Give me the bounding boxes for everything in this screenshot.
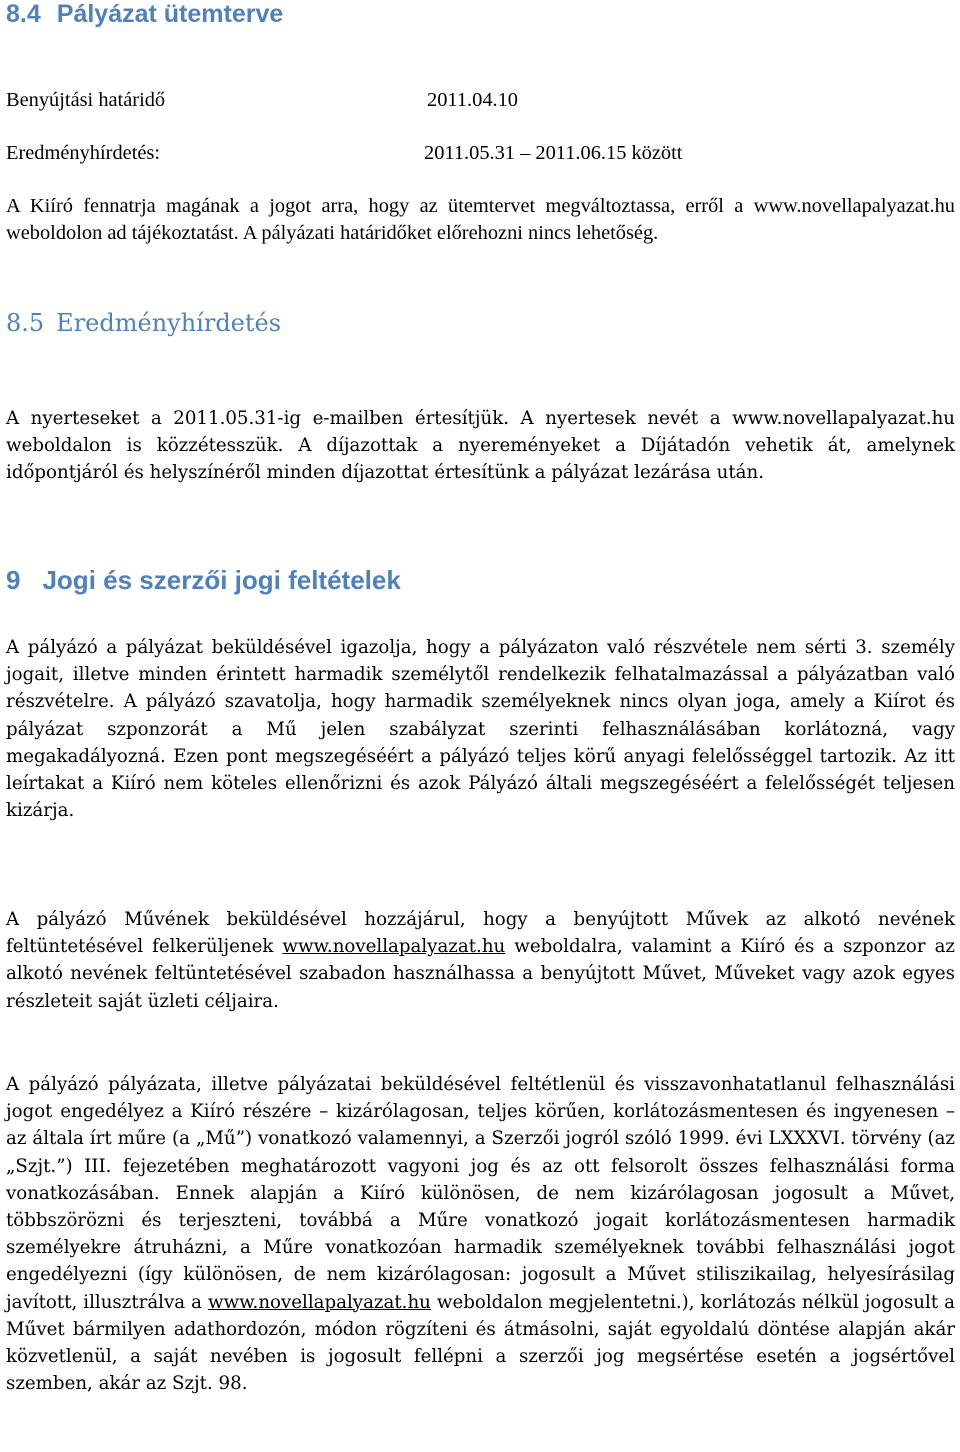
paragraph-results: A nyerteseket a 2011.05.31-ig e-mailben értesítjük. A nyertesek nevét a www.novellapalyazat.hu weboldalon is közzétesszük. A díjazottak a nyereményeket a Díjátadón vehetik át, amelynek időpontjáról és helyszínéről minden díjazottat értesítünk a pályázat lezárása után.	[6, 408, 955, 484]
paragraph-legal-1: A pályázó a pályázat beküldésével igazolja, hogy a pályázaton való részvétele nem sérti 3. személy jogait, illetve minden érintett harmadik személytől rendelkezik felhatalmazással a pályázatban való részvételre. A pályázó szavatolja, hogy harmadik személyeknek nincs olyan joga, amely a Kiírot és pályázat szponzorát a Mű jelen szabályzat szerinti felhasználásában korlátozná, vagy megakadályozná. Ezen pont megszegéséért a pályázó teljes körű anyagi felelősséggel tartozik. Az itt leírtakat a Kiíró nem köteles ellenőrizni és azok Pályázó általi megszegéséért a felelősségét teljesen kizárja.	[6, 637, 955, 822]
schedule-value: 2011.05.31 – 2011.06.15 között	[424, 142, 683, 164]
section-title: Pályázat ütemterve	[56, 0, 284, 28]
section-title: Jogi és szerzői jogi feltételek	[42, 565, 401, 595]
schedule-label: Benyújtási határidő	[6, 89, 166, 111]
section-8-5-heading	[6, 309, 281, 337]
website-link[interactable]: www.novellapalyazat.hu	[753, 195, 955, 217]
website-link[interactable]: www.novellapalyazat.hu	[732, 408, 955, 429]
section-8-4-heading	[6, 0, 283, 29]
schedule-row-deadline	[6, 89, 955, 112]
website-link[interactable]: www.novellapalyazat.hu	[208, 1291, 431, 1313]
paragraph-legal-3: A pályázó pályázata, illetve pályázatai beküldésével feltétlenül és visszavonhatatlanul felhasználási jogot engedélyez a Kiíró részére – kizárólagosan, teljes körűen, korlátozásmentesen és ingyenesen – az általa írt műre (a „Mű”) vonatkozó valamennyi, a Szerzői jogról szóló 1999. évi LXXXVI. törvény (az „Szjt.”) III. fejezetében meghatározott vagyoni jog és az ott felsorolt összes felhasználási forma vonatkozásában. Ennek alapján a Kiíró különösen, de nem kizárólagosan jogosult a Művet, többszörözni és terjeszteni, továbbá a Műre vonatkozó jogait korlátozásmentesen harmadik személyekre átruházni, a Műre vonatkozóan harmadik személyeknek további felhasználási jogot engedélyezni (így különösen, de nem kizárólagosan: jogosult a Művet stiliszikailag, helyesírásilag javított, illusztrálva a www.novellapalyazat.hu weboldalon megjelentetni.), korlátozás nélkül jogosult a Művet bármilyen adathordozón, módon rögzíteni és átmásolni, saját egyoldalú döntése alapján akár közvetlenül, a saját nevében is jogosult fellépni a szerzői jog megsértése esetén a jogsértővel szemben, akár az Szjt. 98.	[6, 1074, 955, 1395]
section-number: 8.4	[6, 0, 41, 28]
schedule-value: 2011.04.10	[427, 89, 519, 111]
schedule-label: Eredményhírdetés:	[6, 142, 161, 164]
website-link[interactable]: www.novellapalyazat.hu	[282, 936, 506, 958]
section-number: 8.5	[6, 309, 45, 337]
schedule-row-results	[6, 142, 955, 165]
paragraph-schedule-change: A Kiíró fennatrja magának a jogot arra, hogy az ütemtervet megváltoztassa, erről a www.novellapalyazat.hu weboldolon ad tájékoztatást. A pályázati határidőket előrehozni nincs lehetőség.	[6, 195, 955, 245]
paragraph-legal-2: A pályázó Művének beküldésével hozzájárul, hogy a benyújtott Művek az alkotó nevének feltüntetésével felkerüljenek www.novellapalyazat.hu weboldalra, valamint a Kiíró és a szponzor az alkotó nevének feltüntetésével szabadon használhassa a benyújtott Művet, Műveket vagy azok egyes részleteit saját üzleti céljaira.	[6, 909, 955, 1012]
section-number: 9	[6, 565, 21, 595]
section-9-heading	[6, 565, 401, 596]
section-title: Eredményhírdetés	[56, 309, 282, 337]
